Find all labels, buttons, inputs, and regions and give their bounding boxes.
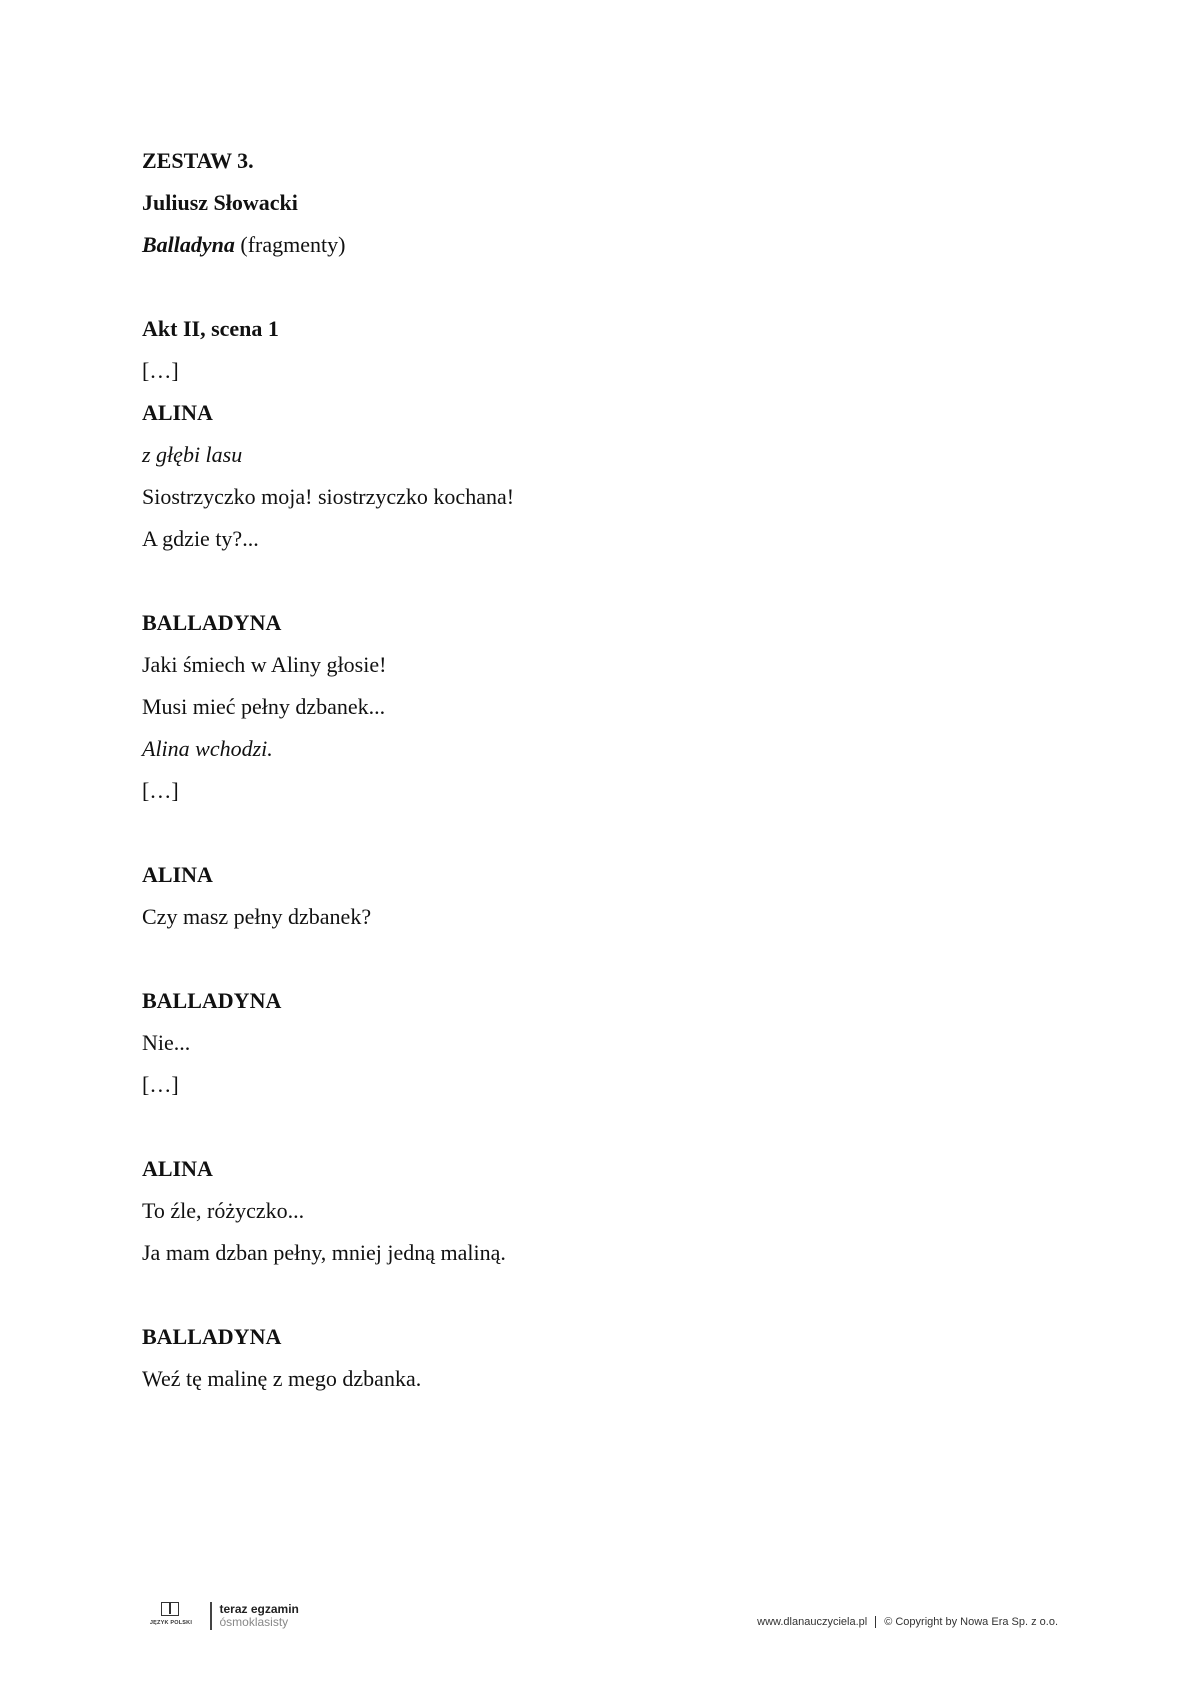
dialogue-line: A gdzie ty?... bbox=[142, 526, 259, 551]
omission-mark: […] bbox=[142, 778, 179, 803]
speaker-name: BALLADYNA bbox=[142, 1324, 282, 1349]
dialogue-line: Siostrzyczko moja! siostrzyczko kochana! bbox=[142, 484, 515, 509]
page-footer bbox=[0, 1598, 1200, 1638]
copyright-text: © Copyright by Nowa Era Sp. z o.o. bbox=[884, 1616, 1058, 1628]
dialogue-line: To źle, różyczko... bbox=[142, 1198, 305, 1223]
spacer bbox=[142, 1274, 1102, 1316]
logo-title: teraz egzamin bbox=[219, 1602, 299, 1616]
spacer bbox=[142, 1106, 1102, 1148]
omission-mark: […] bbox=[142, 358, 179, 383]
spacer bbox=[142, 938, 1102, 980]
dialogue-line: Czy masz pełny dzbanek? bbox=[142, 904, 372, 929]
speaker-name: ALINA bbox=[142, 400, 213, 425]
stage-direction: z głębi lasu bbox=[142, 442, 243, 467]
logo-divider bbox=[210, 1602, 212, 1630]
spacer bbox=[142, 266, 1102, 308]
dialogue-line: Musi mieć pełny dzbanek... bbox=[142, 694, 386, 719]
dialogue-line: Jaki śmiech w Aliny głosie! bbox=[142, 652, 387, 677]
stage-direction: Alina wchodzi. bbox=[142, 736, 273, 761]
work-title-line bbox=[142, 224, 1102, 266]
act-heading: Akt II, scena 1 bbox=[142, 316, 279, 341]
set-heading: ZESTAW 3. bbox=[142, 148, 254, 173]
speaker-name: BALLADYNA bbox=[142, 610, 282, 635]
spacer bbox=[142, 812, 1102, 854]
logo-text bbox=[220, 1603, 299, 1629]
dialogue-line: Ja mam dzban pełny, mniej jedną maliną. bbox=[142, 1240, 506, 1265]
speaker-name: ALINA bbox=[142, 862, 213, 887]
dialogue-line: Nie... bbox=[142, 1030, 191, 1055]
footer-credits bbox=[757, 1616, 1058, 1628]
speaker-name: ALINA bbox=[142, 1156, 213, 1181]
footer-divider bbox=[875, 1616, 876, 1628]
publisher-logo bbox=[142, 1600, 299, 1632]
work-note: (fragmenty) bbox=[234, 232, 346, 257]
document-body bbox=[142, 140, 1102, 1400]
spacer bbox=[142, 560, 1102, 602]
speaker-name: BALLADYNA bbox=[142, 988, 282, 1013]
omission-mark: […] bbox=[142, 1072, 179, 1097]
author-name: Juliusz Słowacki bbox=[142, 190, 298, 215]
website-link[interactable]: www.dlanauczyciela.pl bbox=[757, 1616, 868, 1628]
book-icon bbox=[161, 1602, 179, 1616]
logo-subject: JĘZYK POLSKI bbox=[149, 1620, 193, 1626]
dialogue-line: Weź tę malinę z mego dzbanka. bbox=[142, 1366, 422, 1391]
work-title: Balladyna bbox=[142, 232, 235, 257]
logo-mark bbox=[142, 1600, 200, 1632]
logo-subtitle: ósmoklasisty bbox=[219, 1615, 289, 1629]
